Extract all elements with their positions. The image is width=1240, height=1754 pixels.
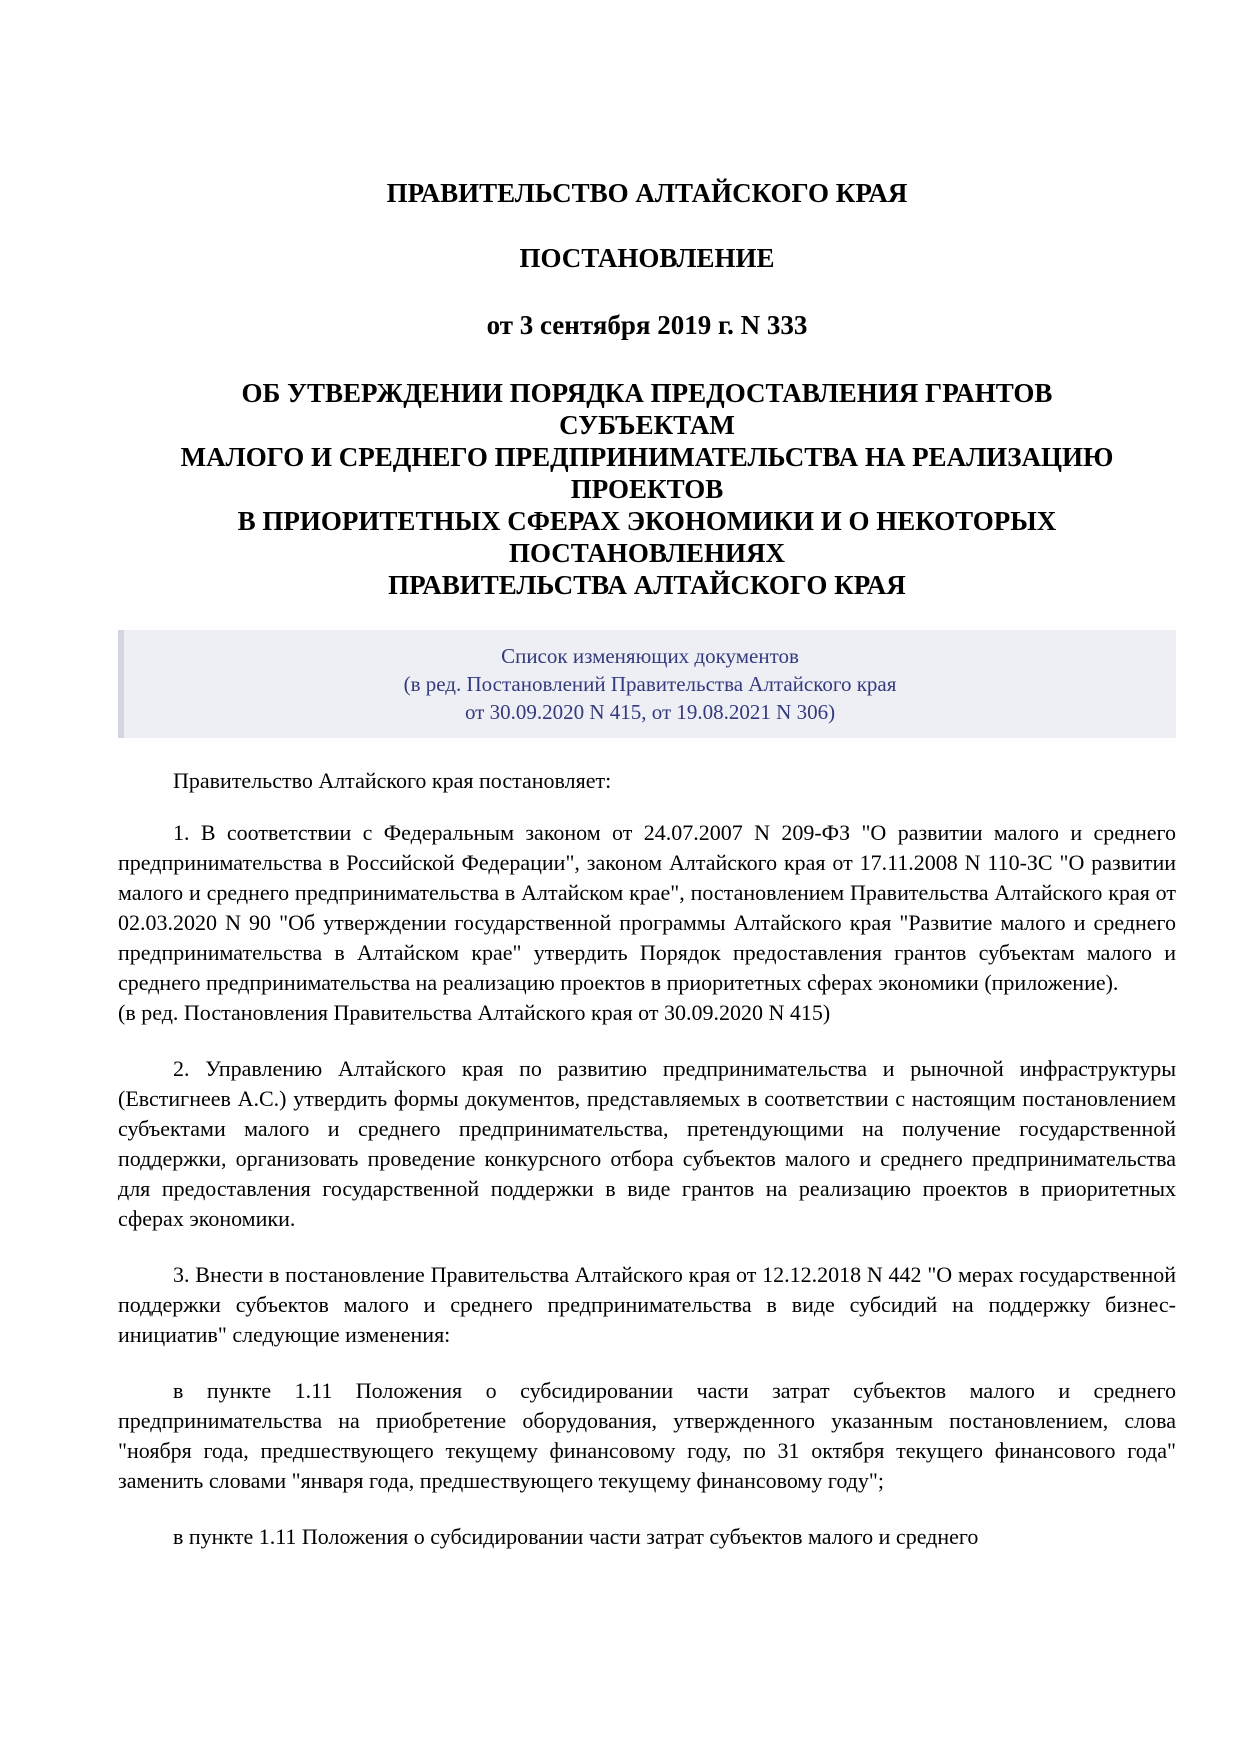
- document-type-heading: ПОСТАНОВЛЕНИЕ: [519, 243, 775, 273]
- title-line: ПРОЕКТОВ: [570, 474, 724, 504]
- title-line: ПОСТАНОВЛЕНИЯХ: [508, 538, 786, 568]
- title-line: СУБЪЕКТАМ: [559, 410, 735, 440]
- organization-heading: ПРАВИТЕЛЬСТВО АЛТАЙСКОГО КРАЯ: [386, 178, 908, 208]
- amendments-line: (в ред. Постановлений Правительства Алтайского края: [403, 672, 897, 696]
- paragraph-3-subitem-a: в пункте 1.11 Положения о субсидировании части затрат субъектов малого и среднего предпринимательства на приобретение оборудования, утвержденного указанным постановлением, слова "ноября года, предшествующего текущему финансовому году, по 31 октября текущего финансового года" заменить словами "января года, предшествующего текущему финансовому году";: [118, 1378, 1176, 1493]
- document-page: [118, 160, 1176, 1552]
- paragraph-3-subitem-b: в пункте 1.11 Положения о субсидировании части затрат субъектов малого и среднего: [173, 1524, 979, 1549]
- paragraph-1-amendment-note: (в ред. Постановления Правительства Алтайского края от 30.09.2020 N 415): [118, 1000, 831, 1025]
- amendments-box: [118, 630, 1176, 738]
- document-title: [118, 377, 1176, 601]
- paragraph-3: 3. Внести в постановление Правительства Алтайского края от 12.12.2018 N 442 "О мерах государственной поддержки субъектов малого и среднего предпринимательства в виде субсидий на поддержку бизнес-инициатив" следующие изменения:: [118, 1262, 1176, 1347]
- paragraph-1: 1. В соответствии с Федеральным законом от 24.07.2007 N 209-ФЗ "О развитии малого и среднего предпринимательства в Российской Федерации", законом Алтайского края от 17.11.2008 N 110-ЗС "О развитии малого и среднего предпринимательства в Алтайском крае", постановлением Правительства Алтайского края от 02.03.2020 N 90 "Об утверждении государственной программы Алтайского края "Развитие малого и среднего предпринимательства в Алтайском крае" утвердить Порядок предоставления грантов субъектам малого и среднего предпринимательства на реализацию проектов в приоритетных сферах экономики (приложение).: [118, 820, 1176, 995]
- amendments-line: от 30.09.2020 N 415, от 19.08.2021 N 306): [464, 700, 836, 724]
- title-line: МАЛОГО И СРЕДНЕГО ПРЕДПРИНИМАТЕЛЬСТВА НА РЕАЛИЗАЦИЮ: [180, 442, 1114, 472]
- document-date-number: от 3 сентября 2019 г. N 333: [486, 310, 808, 340]
- title-line: В ПРИОРИТЕТНЫХ СФЕРАХ ЭКОНОМИКИ И О НЕКОТОРЫХ: [237, 506, 1057, 536]
- amendments-heading: Список изменяющих документов: [501, 644, 799, 668]
- title-line: ПРАВИТЕЛЬСТВА АЛТАЙСКОГО КРАЯ: [388, 570, 906, 600]
- paragraph-2: 2. Управлению Алтайского края по развитию предпринимательства и рыночной инфраструктуры (Евстигнеев А.С.) утвердить формы документов, представляемых в соответствии с настоящим постановлением субъектами малого и среднего предпринимательства, претендующими на получение государственной поддержки, организовать проведение конкурсного отбора субъектов малого и среднего предпринимательства для предоставления государственной поддержки в виде грантов на реализацию проектов в приоритетных сферах экономики.: [118, 1056, 1176, 1231]
- title-line: ОБ УТВЕРЖДЕНИИ ПОРЯДКА ПРЕДОСТАВЛЕНИЯ ГРАНТОВ: [241, 378, 1053, 408]
- intro-paragraph: Правительство Алтайского края постановляет:: [173, 768, 612, 793]
